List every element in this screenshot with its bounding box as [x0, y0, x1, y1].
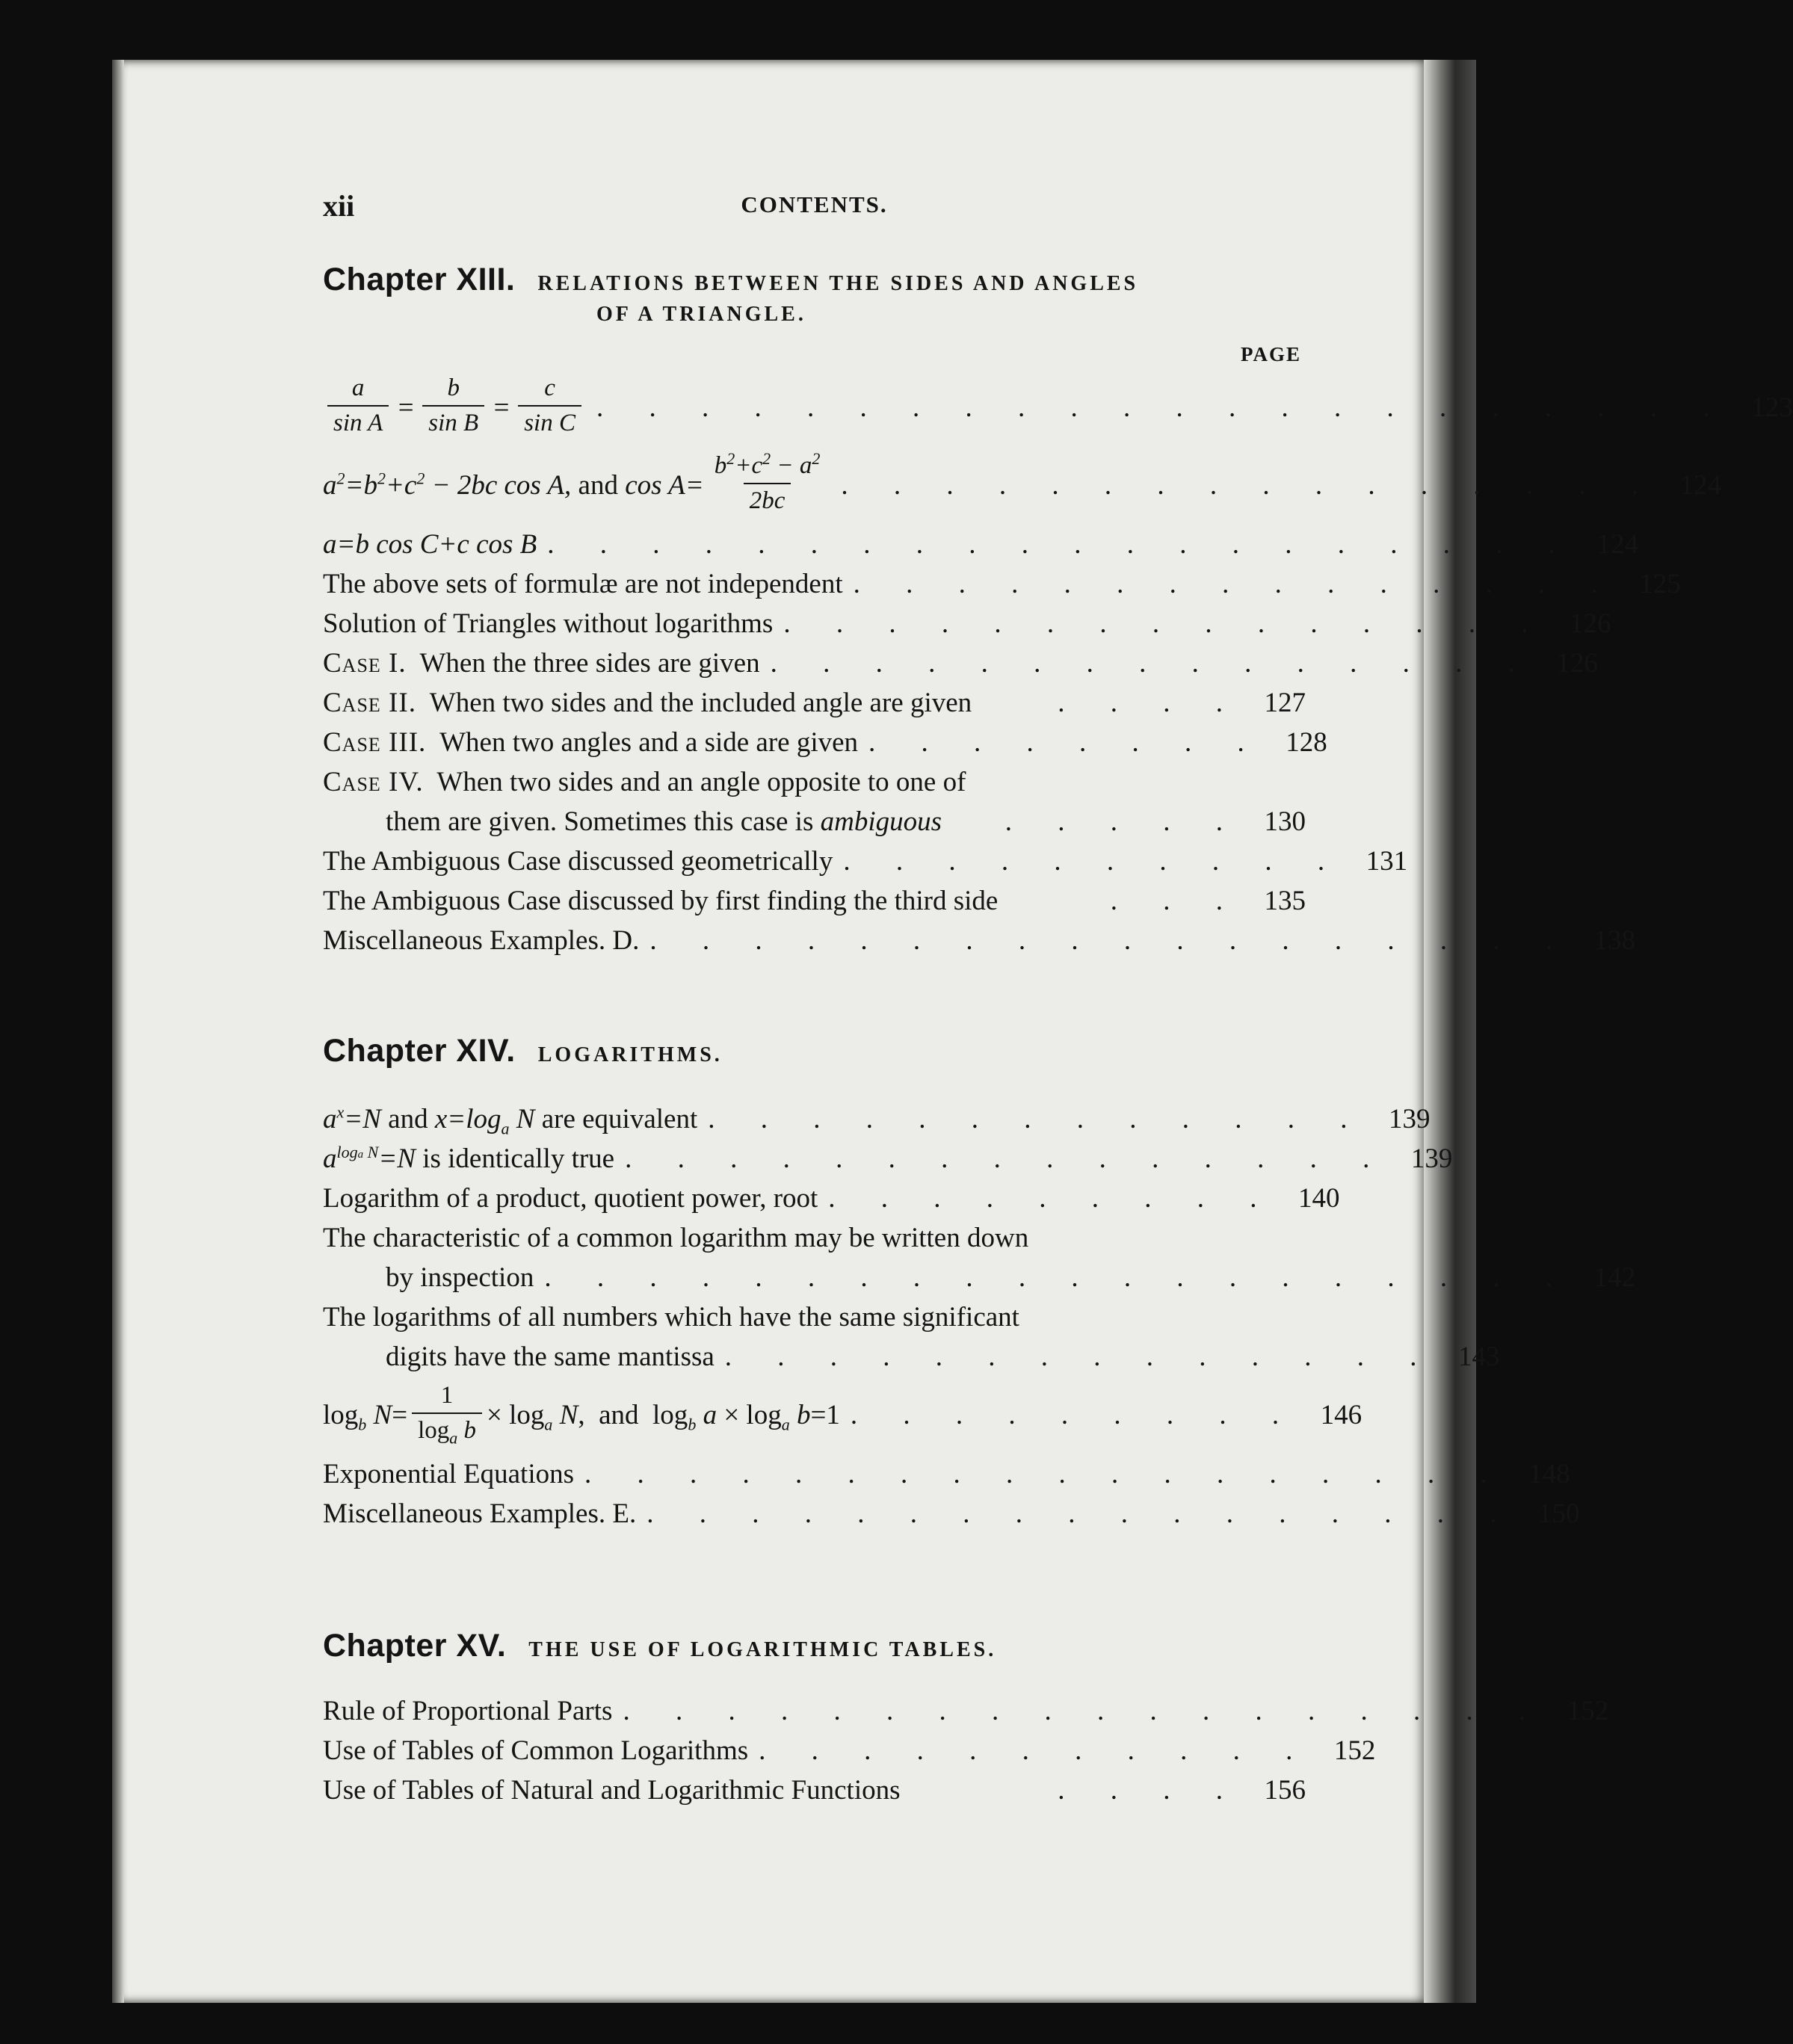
chapter-label: Chapter XIII.	[323, 262, 516, 297]
entry-text: When two angles and a side are given	[439, 727, 859, 758]
toc-entry	[323, 1377, 1363, 1454]
toc-entry	[323, 1099, 1431, 1139]
chapter-title: LOGARITHMS.	[537, 1043, 723, 1066]
leader-dots: . . . . . . . . . . . . .	[708, 1104, 1367, 1134]
toc-entry	[323, 1297, 1500, 1377]
case-label: Case III.	[323, 727, 427, 758]
toc-entry	[323, 1218, 1636, 1297]
toc-entry	[323, 643, 1598, 683]
chapter-title-continued: OF A TRIANGLE.	[596, 303, 806, 326]
toc-entry	[323, 881, 1306, 921]
leader-dots: . . . . . . . . .	[850, 1400, 1299, 1430]
page-ref: 124	[1596, 529, 1639, 560]
entry-text: When the three sides are given	[419, 648, 760, 679]
page-ref: 148	[1528, 1459, 1570, 1489]
chapter-title: RELATIONS BETWEEN THE SIDES AND ANGLES	[537, 272, 1139, 295]
entry-text: Miscellaneous Examples. D.	[323, 925, 640, 956]
leader-dots: . . . . . . . . . . . . . . . . . .	[584, 1459, 1507, 1489]
page-ref: 150	[1537, 1498, 1580, 1529]
entry-text: Logarithm of a product, quotient power, root	[323, 1183, 818, 1214]
entry-text: The Ambiguous Case discussed by first finding the third side	[323, 886, 999, 916]
toc-entry	[323, 369, 1793, 447]
case-label: Case I.	[323, 648, 407, 679]
entry-text: Rule of Proportional Parts	[323, 1696, 613, 1726]
page-ref: 128	[1286, 727, 1327, 758]
change-of-base-formula: $\log_b N=$ $\frac{1}{\log_a b}$ × $\log_a N$, and $\log_b a \times \log_a b=1$	[323, 1381, 840, 1448]
chapter-14	[323, 1033, 1636, 1534]
leader-dots: . . . . . . . . . . . . . . .	[853, 569, 1617, 599]
leader-dots: . . . . . . . . . . . . . . . . . . . .	[547, 529, 1576, 560]
leader-dots: . . . . . . . . . . . . . . . . . .	[649, 925, 1573, 956]
toc-entry	[323, 1179, 1340, 1218]
entry-text: When two sides and the included angle are given	[429, 688, 972, 718]
leader-dots: . . . . . . . . . . . . . . .	[783, 608, 1548, 639]
leader-dots: . . . . . . . . . . . . . . . . .	[646, 1498, 1516, 1529]
case-label: Case II.	[323, 688, 416, 718]
page-ref: 126	[1570, 608, 1611, 639]
entry-text: Miscellaneous Examples. E.	[323, 1498, 637, 1529]
toc-entry	[323, 1139, 1453, 1179]
page-ref: 131	[1365, 846, 1408, 877]
identity-formula: $a^{loga N}=N$ is identically true	[323, 1142, 615, 1174]
cosine-rule-formula: $a^2=b^2+c^2 - 2bc$ cos A, and cos A= $\frac{b^2+c^2 - a^2}{2bc}$	[323, 448, 821, 514]
entry-text: The logarithms of all numbers which have the same significant	[323, 1302, 1019, 1333]
page-ref: 138	[1593, 925, 1636, 956]
leader-dots: . . . . . . . . . .	[843, 846, 1345, 877]
leader-dots: . . . .	[1058, 1775, 1242, 1806]
chapter-title: THE USE OF LOGARITHMIC TABLES.	[528, 1638, 997, 1661]
chapter-label: Chapter XIV.	[323, 1033, 516, 1069]
leader-dots: . . . .	[1058, 688, 1242, 718]
toc-entry	[323, 1731, 1376, 1770]
page-ref: 125	[1639, 569, 1681, 599]
entry-text: Use of Tables of Natural and Logarithmic Functions	[323, 1775, 901, 1806]
leader-dots: . . . . . . . . .	[828, 1183, 1277, 1214]
chapter-13	[323, 262, 1793, 960]
page-number: xii	[323, 189, 355, 223]
leader-dots: . . . . . . . . . . . . . .	[724, 1341, 1436, 1372]
page-ref: 139	[1389, 1104, 1431, 1134]
toc-entry	[323, 1494, 1580, 1534]
toc-entry	[323, 762, 1306, 842]
leader-dots: . . . . . . . . . . . . . . . .	[841, 470, 1658, 501]
page-ref: 142	[1593, 1262, 1636, 1293]
entry-text-continued: them are given. Sometimes this case is	[386, 806, 814, 837]
toc-entry	[323, 447, 1722, 525]
page-ref: 140	[1298, 1183, 1340, 1214]
page-header	[323, 188, 1306, 226]
running-title: CONTENTS.	[741, 191, 888, 217]
entry-text: The above sets of formulæ are not independent	[323, 569, 843, 599]
toc-entry	[323, 564, 1681, 604]
toc-entry	[323, 604, 1611, 643]
page-ref: 123	[1751, 392, 1793, 423]
page-ref: 146	[1320, 1400, 1363, 1430]
page-ref: 139	[1410, 1143, 1453, 1174]
projection-formula: a=b cos C+c cos B	[323, 529, 537, 560]
page-ref: 124	[1679, 470, 1722, 501]
page-ref: 126	[1556, 648, 1598, 679]
page-ref: 152	[1567, 1696, 1609, 1726]
entry-text: Use of Tables of Common Logarithms	[323, 1735, 749, 1766]
leader-dots: . . . . . . . . . . . . . . .	[770, 648, 1534, 679]
entry-text: The Ambiguous Case discussed geometrically	[323, 846, 833, 877]
leader-dots: . . .	[1110, 886, 1242, 916]
leader-dots: . . . . . . . .	[868, 727, 1264, 758]
case-label: Case IV.	[323, 767, 424, 797]
chapter-15	[323, 1628, 1609, 1810]
page-column-label: PAGE	[1241, 343, 1301, 365]
toc-entry	[323, 1691, 1609, 1731]
toc-entry	[323, 1454, 1570, 1494]
page-left-edge	[112, 60, 124, 2003]
sine-rule-formula: $\frac{a}{\text{sin A}}$ = $\frac{b}{\text{sin B}}$ = $\frac{c}{\text{sin C}}$	[323, 369, 586, 447]
entry-text-continued: digits have the same mantissa	[386, 1341, 715, 1372]
entry-text: When two sides and an angle opposite to one of	[436, 767, 966, 797]
equivalence-formula: $a^x=N$ and $x=\log_a$ N are equivalent	[323, 1102, 698, 1138]
leader-dots: . . . . . . . . . . . . . . . . . . . . . .	[596, 392, 1729, 423]
toc-entry	[323, 683, 1306, 723]
chapter-label: Chapter XV.	[323, 1628, 507, 1664]
page-ref: 130	[1264, 806, 1306, 837]
toc-entry	[323, 842, 1408, 881]
entry-emphasis: ambiguous	[820, 806, 942, 837]
toc-entry	[323, 1770, 1306, 1810]
page-ref: 127	[1264, 688, 1306, 718]
page-ref: 152	[1333, 1735, 1376, 1766]
toc-entry	[323, 525, 1639, 564]
leader-dots: . . . . . . . . . . .	[759, 1735, 1312, 1766]
leader-dots: . . . . . . . . . . . . . . .	[625, 1143, 1389, 1174]
leader-dots: . . . . . . . . . . . . . . . . . . . .	[544, 1262, 1573, 1293]
page-ref: 135	[1264, 886, 1306, 916]
entry-text-continued: by inspection	[386, 1262, 534, 1293]
entry-text: Exponential Equations	[323, 1459, 575, 1489]
toc-entry	[323, 723, 1327, 762]
leader-dots: . . . . .	[1004, 806, 1242, 837]
page-ref: 156	[1264, 1775, 1306, 1806]
entry-text: The characteristic of a common logarithm may be written down	[323, 1223, 1029, 1253]
entry-text: Solution of Triangles without logarithms	[323, 608, 774, 639]
toc-entry	[323, 921, 1636, 960]
page-ref: 143	[1458, 1341, 1500, 1372]
leader-dots: . . . . . . . . . . . . . . . . . .	[623, 1696, 1546, 1726]
